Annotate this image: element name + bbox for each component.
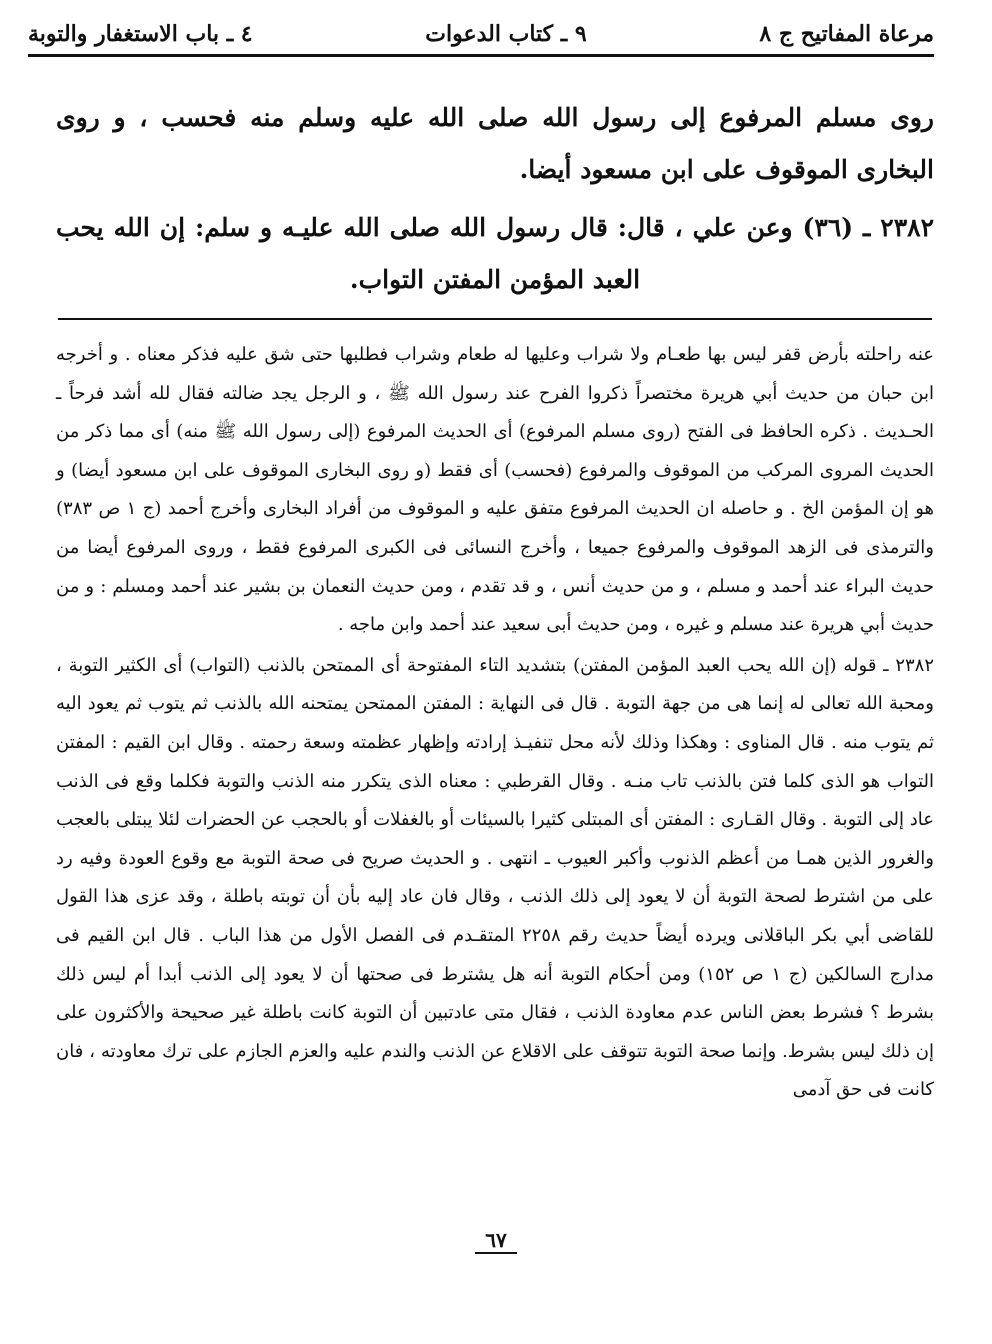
header-book-title: مرعاة المفاتيح ج ٨ xyxy=(759,21,934,47)
main-text xyxy=(56,92,934,312)
commentary xyxy=(56,336,934,1112)
separator-rule xyxy=(58,318,932,320)
page-number-text: ٦٧ xyxy=(475,1228,516,1254)
hadith-text: ٢٣٨٢ ـ (٣٦) وعن علي ، قال: قال رسول الله صلى الله عليـه و سلم: إن الله يحب العبد المؤمن المفتن التواب. xyxy=(56,213,934,294)
page-number xyxy=(0,1228,992,1252)
commentary-paragraph-1: عنه راحلته بأرض قفر ليس بها طعـام ولا شراب وعليها له طعام وشراب فطلبها حتى شق عليه فذكر معناه . و أخرجه ابن حبان من حديث أبي هريرة مختصراً ذكروا الفرح عند رسول الله ﷺ ، و الرجل يجد ضالته فقال لله أشد فرحاً ـ الحـديث . ذكره الحافظ فى الفتح (روى مسلم المرفوع) أى الحديث المرفوع (إلى رسول الله ﷺ منه) أى مما ذكر من الحديث المروى المركب من الموقوف والمرفوع (فحسب) أى فقط (و روى البخارى الموقوف على ابن مسعود أيضا) و هو إن المؤمن الخ . و حاصله ان الحديث المرفوع متفق عليه و الموقوف من أفراد البخارى وأخرج أحمد (ج ١ ص ٣٨٣) والترمذى فى الزهد الموقوف والمرفوع جميعا ، وأخرج النسائى فى الكبرى المرفوع فقط ، وروى المرفوع أيضا من حديث البراء عند أحمد و مسلم ، و من حديث أنس ، و قد تقدم ، ومن حديث النعمان بن بشير عند أحمد ومسلم : و من حديث أبي هريرة عند مسلم و غيره ، ومن حديث أبى سعيد عند أحمد وابن ماجه . xyxy=(56,344,934,636)
header-chapter: ٩ ـ كتاب الدعوات xyxy=(425,21,587,47)
running-header xyxy=(28,14,934,57)
main-paragraph: روى مسلم المرفوع إلى رسول الله صلى الله عليه وسلم منه فحسب ، و روى البخارى الموقوف على ابن مسعود أيضا. xyxy=(56,103,934,184)
commentary-paragraph-2: ٢٣٨٢ ـ قوله (إن الله يحب العبد المؤمن المفتن) بتشديد التاء المفتوحة أى الممتحن بالذنب (التواب) أى الكثير التوبة ، ومحبة الله تعالى له إنما هى من جهة التوبة . قال فى النهاية : المفتن الممتحن يمتحنه الله بالذنب ثم يتوب ثم يعود اليه ثم يتوب منه . قال المناوى : وهكذا وذلك لأنه محل تنفيـذ إرادته وإظهار عظمته وسعة رحمته . وقال ابن القيم : المفتن التواب هو الذى كلما فتن بالذنب تاب منـه . وقال القرطبي : معناه الذى يتكرر منه الذنب والتوبة فكلما وقع فى الذنب عاد إلى التوبة . وقال القـارى : المفتن أى المبتلى كثيرا بالسيئات أو بالغفلات أو بالحجب عن الحضرات لئلا يبتلى بالعجب والغرور الذين همـا من أعظم الذنوب وأكبر العيوب ـ انتهى . و الحديث صريح فى صحة التوبة مع وقوع العودة وفيه رد على من اشترط لصحة التوبة أن لا يعود إلى ذلك الذنب ، وقال فان عاد إليه بأن أن توبته باطلة ، وقد عزى هذا القول للقاضى أبي بكر الباقلانى ويرده أيضاً حديث رقم ٢٢٥٨ المتقـدم فى الفصل الأول من هذا الباب . قال ابن القيم فى مدارج السالكين (ج ١ ص ١٥٢) ومن أحكام التوبة أنه هل يشترط فى صحتها أن لا يعود إلى الذنب أبدا أم ليس ذلك بشرط ؟ فشرط بعض الناس عدم معاودة الذنب ، فقال متى عادتبين أن التوبة كانت باطلة غير صحيحة والأكثرون على إن ذلك ليس بشرط. وإنما صحة التوبة تتوقف على الاقلاع عن الذنب والندم عليه والعزم الجازم على ترك معاودته ، فان كانت فى حق آدمى xyxy=(56,654,935,1101)
header-section: ٤ ـ باب الاستغفار والتوبة xyxy=(28,21,253,47)
